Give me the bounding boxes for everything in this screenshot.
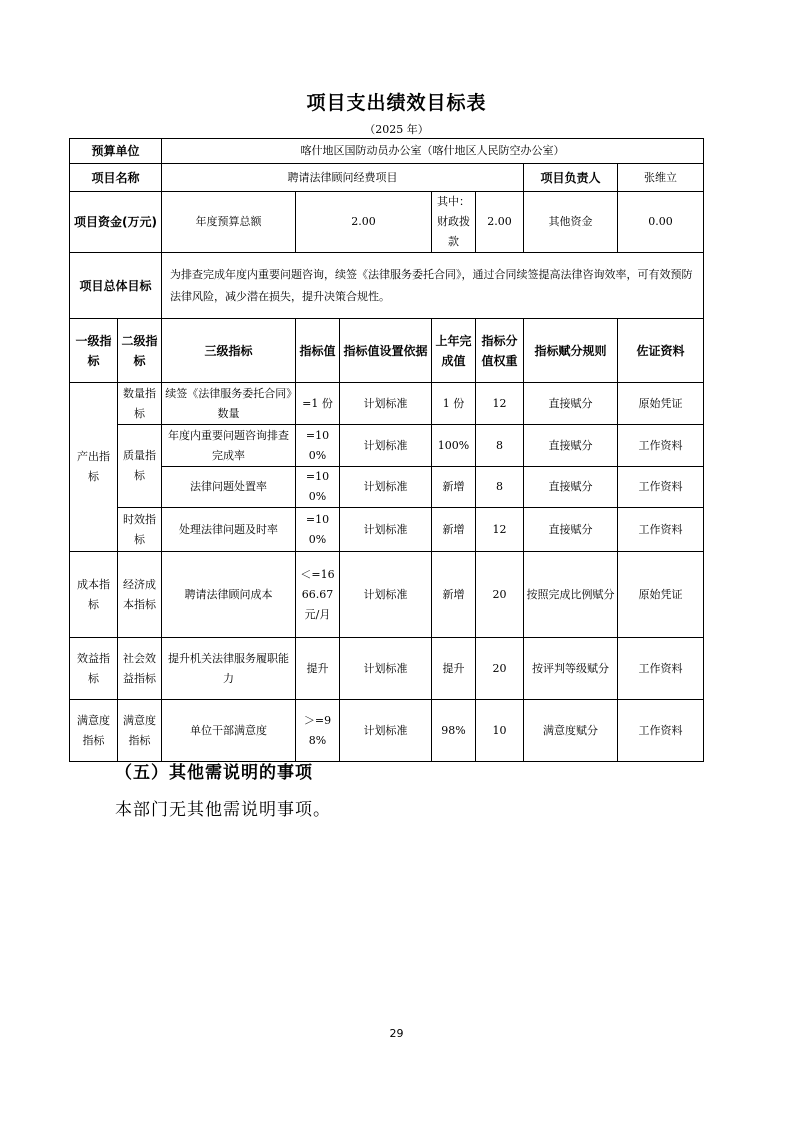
fund-label: 项目资金(万元) (70, 192, 162, 253)
rule-cell: 直接赋分 (524, 383, 618, 425)
section-body: 本部门无其他需说明事项。 (115, 800, 331, 820)
other-label: 其他资金 (524, 192, 618, 253)
weight-cell: 12 (476, 383, 524, 425)
goal-text: 为排查完成年度内重要问题咨询，续签《法律服务委托合同》，通过合同续签提高法律咨询效率，可有效预防法律风险，减少潜在损失，提升决策合规性。 (162, 253, 704, 319)
weight-cell: 20 (476, 552, 524, 638)
table-row (70, 638, 704, 700)
page-number: 29 (389, 1027, 404, 1040)
header-cell: 佐证资料 (618, 319, 704, 383)
performance-table (69, 138, 704, 762)
value-cell: ＞=98% (296, 700, 340, 762)
header-cell: 指标分值权重 (476, 319, 524, 383)
section-heading: （五）其他需说明的事项 (115, 763, 313, 783)
budget-unit-row (70, 139, 704, 164)
basis-cell: 计划标准 (340, 383, 432, 425)
table-row (70, 700, 704, 762)
rule-cell: 直接赋分 (524, 467, 618, 508)
indicator-cell: 续签《法律服务委托合同》数量 (162, 383, 296, 425)
indicator-cell: 提升机关法律服务履职能力 (162, 638, 296, 700)
header-row (70, 319, 704, 383)
basis-cell: 计划标准 (340, 552, 432, 638)
evidence-cell: 工作资料 (618, 700, 704, 762)
value-cell: =100% (296, 467, 340, 508)
evidence-cell: 工作资料 (618, 508, 704, 552)
value-cell: =1 份 (296, 383, 340, 425)
group-cost: 成本指标 (70, 552, 118, 638)
weight-cell: 8 (476, 467, 524, 508)
other-value: 0.00 (618, 192, 704, 253)
group-output: 产出指标 (70, 383, 118, 552)
weight-cell: 20 (476, 638, 524, 700)
group-satisfaction: 满意度指标 (70, 700, 118, 762)
basis-cell: 计划标准 (340, 425, 432, 467)
header-cell: 上年完成值 (432, 319, 476, 383)
last-year-cell: 新增 (432, 508, 476, 552)
rule-cell: 直接赋分 (524, 425, 618, 467)
responsible-label: 项目负责人 (524, 164, 618, 192)
basis-cell: 计划标准 (340, 508, 432, 552)
weight-cell: 8 (476, 425, 524, 467)
project-name-value: 聘请法律顾问经费项目 (162, 164, 524, 192)
value-cell: =100% (296, 425, 340, 467)
evidence-cell: 工作资料 (618, 425, 704, 467)
rule-cell: 按照完成比例赋分 (524, 552, 618, 638)
indicator-cell: 法律问题处置率 (162, 467, 296, 508)
annual-total-label: 年度预算总额 (162, 192, 296, 253)
indicator-cell: 聘请法律顾问成本 (162, 552, 296, 638)
subgroup-quantity: 数量指标 (118, 383, 162, 425)
responsible-value: 张维立 (618, 164, 704, 192)
basis-cell: 计划标准 (340, 467, 432, 508)
header-cell: 二级指标 (118, 319, 162, 383)
table-row (70, 508, 704, 552)
evidence-cell: 工作资料 (618, 638, 704, 700)
rule-cell: 按评判等级赋分 (524, 638, 618, 700)
subgroup-quality: 质量指标 (118, 425, 162, 508)
annual-total-value: 2.00 (296, 192, 432, 253)
table-year: （2025 年） (364, 123, 429, 136)
header-cell: 指标值设置依据 (340, 319, 432, 383)
header-cell: 三级指标 (162, 319, 296, 383)
header-cell: 一级指标 (70, 319, 118, 383)
last-year-cell: 98% (432, 700, 476, 762)
group-benefit: 效益指标 (70, 638, 118, 700)
subgroup-timeliness: 时效指标 (118, 508, 162, 552)
value-cell: 提升 (296, 638, 340, 700)
table-row (70, 425, 704, 467)
subgroup-economic: 经济成本指标 (118, 552, 162, 638)
fiscal-value: 2.00 (476, 192, 524, 253)
rule-cell: 满意度赋分 (524, 700, 618, 762)
last-year-cell: 新增 (432, 467, 476, 508)
value-cell: =100% (296, 508, 340, 552)
evidence-cell: 原始凭证 (618, 383, 704, 425)
weight-cell: 10 (476, 700, 524, 762)
last-year-cell: 提升 (432, 638, 476, 700)
last-year-cell: 100% (432, 425, 476, 467)
evidence-cell: 工作资料 (618, 467, 704, 508)
table-row (70, 552, 704, 638)
project-name-label: 项目名称 (70, 164, 162, 192)
table-row (70, 467, 704, 508)
budget-unit-value: 喀什地区国防动员办公室（喀什地区人民防空办公室） (162, 139, 704, 164)
evidence-cell: 原始凭证 (618, 552, 704, 638)
goal-row (70, 253, 704, 319)
indicator-cell: 处理法律问题及时率 (162, 508, 296, 552)
subgroup-social: 社会效益指标 (118, 638, 162, 700)
page-title: 项目支出绩效目标表 (306, 92, 487, 114)
table-row (70, 383, 704, 425)
indicator-cell: 年度内重要问题咨询排查完成率 (162, 425, 296, 467)
goal-label: 项目总体目标 (70, 253, 162, 319)
fund-row (70, 192, 704, 253)
basis-cell: 计划标准 (340, 700, 432, 762)
last-year-cell: 1 份 (432, 383, 476, 425)
basis-cell: 计划标准 (340, 638, 432, 700)
value-cell: ＜=1666.67 元/月 (296, 552, 340, 638)
fiscal-label: 其中：财政拨款 (432, 192, 476, 253)
header-cell: 指标值 (296, 319, 340, 383)
subgroup-satisfaction: 满意度指标 (118, 700, 162, 762)
indicator-cell: 单位干部满意度 (162, 700, 296, 762)
rule-cell: 直接赋分 (524, 508, 618, 552)
project-name-row (70, 164, 704, 192)
budget-unit-label: 预算单位 (70, 139, 162, 164)
weight-cell: 12 (476, 508, 524, 552)
header-cell: 指标赋分规则 (524, 319, 618, 383)
last-year-cell: 新增 (432, 552, 476, 638)
